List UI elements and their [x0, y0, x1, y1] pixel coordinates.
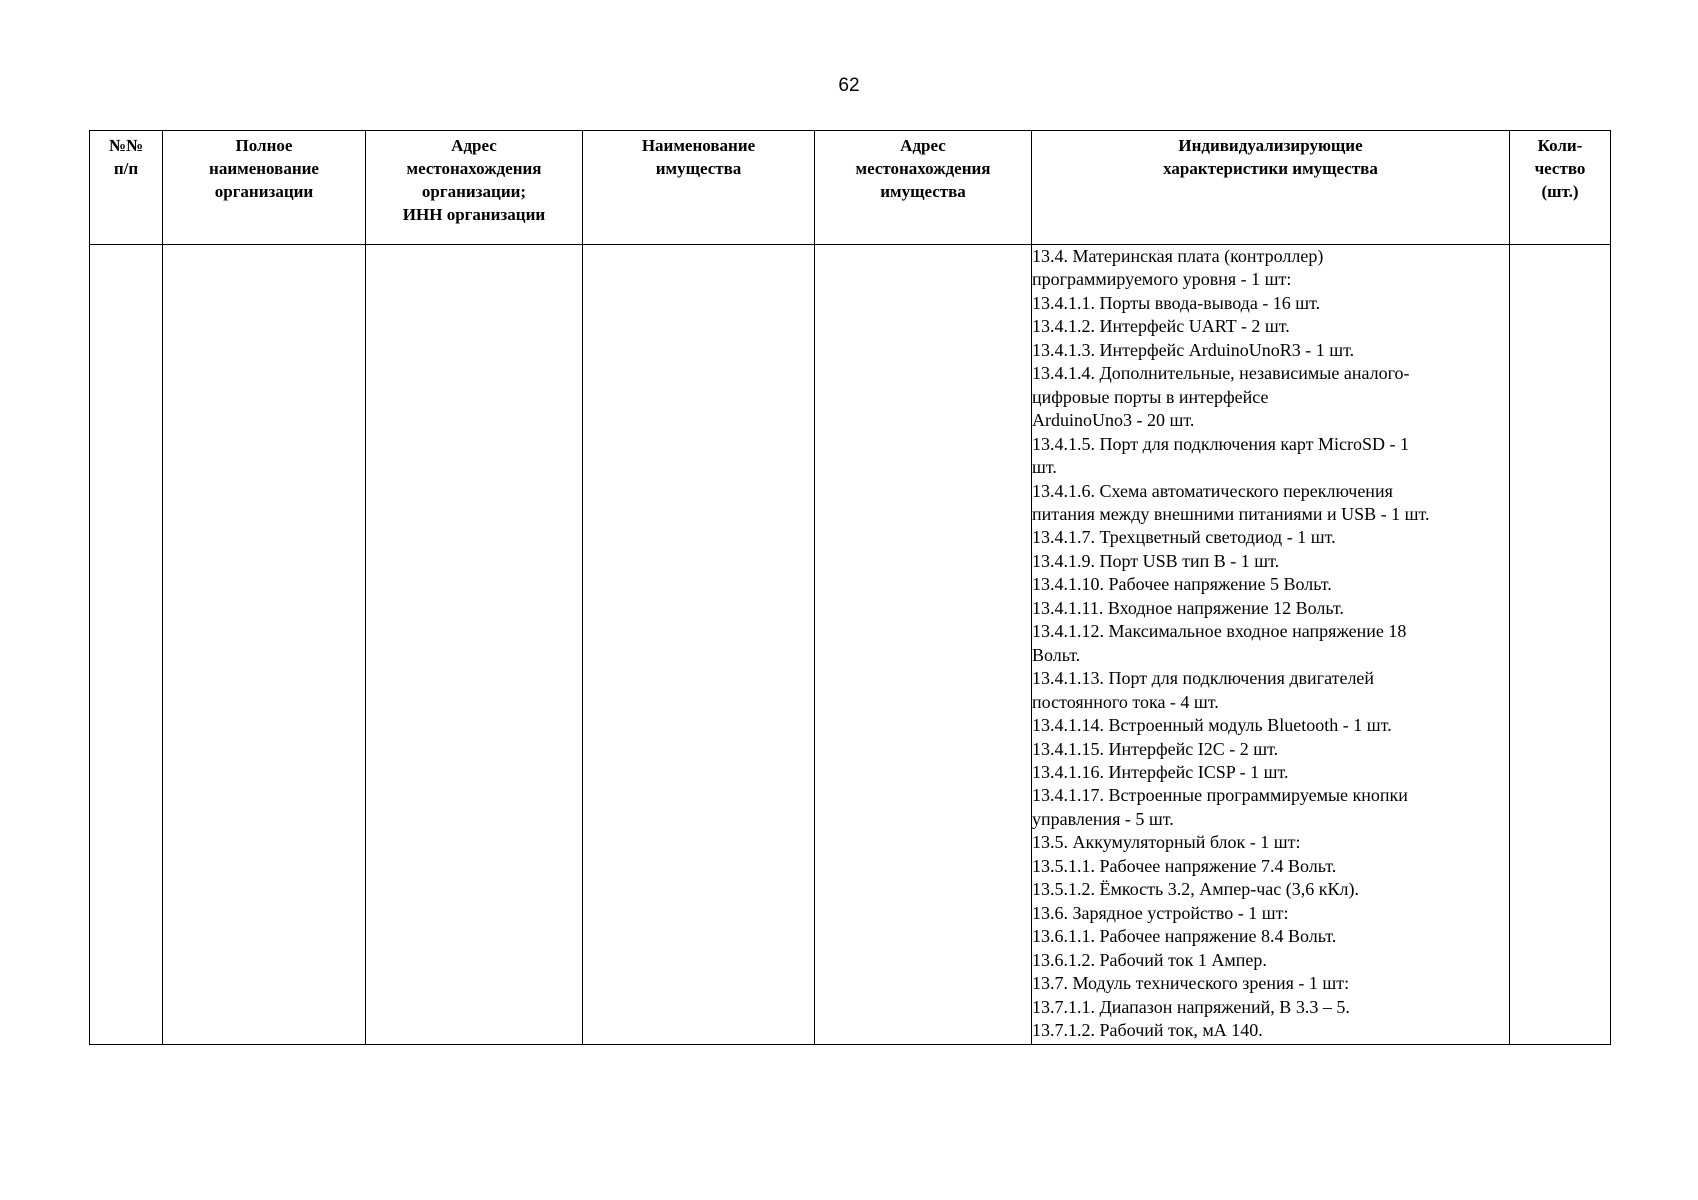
spec-line: 13.5. Аккумуляторный блок - 1 шт:	[1032, 832, 1301, 853]
spec-line: 13.4.1.5. Порт для подключения карт MicroSD - 1	[1032, 433, 1409, 454]
spec-line: 13.4.1.9. Порт USB тип B - 1 шт.	[1032, 550, 1280, 571]
header-line: организации	[214, 182, 314, 201]
header-line: имущества	[880, 182, 966, 201]
header-line: имущества	[655, 159, 742, 178]
spec-line: цифровые порты в интерфейсе	[1032, 386, 1269, 407]
spec-line: 13.4.1.11. Входное напряжение 12 Вольт.	[1032, 597, 1344, 618]
spec-line: 13.4.1.16. Интерфейс ICSP - 1 шт.	[1032, 761, 1289, 782]
spec-line: 13.6. Зарядное устройство - 1 шт:	[1032, 902, 1289, 923]
cell-property-name	[583, 245, 815, 1045]
spec-line: 13.6.1.2. Рабочий ток 1 Ампер.	[1032, 949, 1267, 970]
header-line: Индивидуализирующие	[1178, 136, 1363, 155]
spec-line: 13.4.1.3. Интерфейс ArduinoUnoR3 - 1 шт.	[1032, 339, 1355, 360]
cell-property-address	[815, 245, 1032, 1045]
header-line: №№	[108, 136, 144, 155]
header-org-name	[163, 131, 366, 245]
spec-line: 13.4.1.15. Интерфейс I2C - 2 шт.	[1032, 738, 1279, 759]
header-characteristics	[1032, 131, 1510, 245]
header-number	[90, 131, 163, 245]
spec-line: 13.4.1.4. Дополнительные, независимые аналого-	[1032, 363, 1410, 384]
spec-line: 13.7.1.2. Рабочий ток, мА 140.	[1032, 1019, 1263, 1040]
spec-line: питания между внешними питаниями и USB - 1 шт.	[1032, 503, 1430, 524]
header-line: организации;	[421, 182, 527, 201]
spec-line: 13.4.1.17. Встроенные программируемые кнопки	[1032, 785, 1408, 806]
spec-line: 13.4.1.2. Интерфейс UART - 2 шт.	[1032, 316, 1290, 337]
spec-line: управления - 5 шт.	[1032, 808, 1174, 829]
header-line: Адрес	[900, 136, 946, 155]
cell-number	[90, 245, 163, 1045]
header-property-address	[815, 131, 1032, 245]
header-org-address	[366, 131, 583, 245]
spec-line: 13.4.1.7. Трехцветный светодиод - 1 шт.	[1032, 527, 1336, 548]
spec-line: программируемого уровня - 1 шт:	[1032, 269, 1292, 290]
header-line: Наименование	[641, 136, 756, 155]
spec-line: шт.	[1032, 457, 1057, 478]
spec-line: постоянного тока - 4 шт.	[1032, 691, 1219, 712]
table-row	[90, 245, 1611, 1045]
header-line: наименование	[209, 159, 319, 178]
header-quantity	[1510, 131, 1611, 245]
spec-line: 13.4. Материнская плата (контроллер)	[1032, 246, 1324, 266]
page-number: 62	[838, 75, 860, 96]
header-line: ИНН организации	[402, 205, 546, 224]
header-line: местонахождения	[406, 159, 542, 178]
cell-quantity	[1510, 245, 1611, 1045]
header-line: Полное	[235, 136, 293, 155]
spec-line: 13.7. Модуль технического зрения - 1 шт:	[1032, 973, 1350, 994]
spec-line: 13.7.1.1. Диапазон напряжений, В 3.3 – 5.	[1032, 996, 1350, 1017]
spec-line: 13.6.1.1. Рабочее напряжение 8.4 Вольт.	[1032, 926, 1337, 947]
spec-line: 13.4.1.14. Встроенный модуль Bluetooth - 1 шт.	[1032, 715, 1392, 736]
spec-line: ArduinoUno3 - 20 шт.	[1032, 410, 1195, 431]
header-line: характеристики имущества	[1163, 159, 1378, 178]
spec-line: 13.4.1.13. Порт для подключения двигателей	[1032, 668, 1375, 689]
spec-line: 13.4.1.6. Схема автоматического переключения	[1032, 480, 1393, 501]
header-line: п/п	[113, 159, 139, 178]
cell-org-name	[163, 245, 366, 1045]
spec-line: 13.4.1.12. Максимальное входное напряжение 18	[1032, 621, 1407, 642]
spec-line: 13.5.1.1. Рабочее напряжение 7.4 Вольт.	[1032, 855, 1337, 876]
spec-line: Вольт.	[1032, 644, 1081, 665]
cell-org-address	[366, 245, 583, 1045]
spec-line: 13.4.1.1. Порты ввода-вывода - 16 шт.	[1032, 292, 1321, 313]
spec-line: 13.5.1.2. Ёмкость 3.2, Ампер-час (3,6 кКл).	[1032, 879, 1359, 900]
header-line: Адрес	[451, 136, 497, 155]
cell-characteristics	[1032, 245, 1510, 1045]
property-table	[89, 130, 1611, 1045]
spec-line: 13.4.1.10. Рабочее напряжение 5 Вольт.	[1032, 574, 1332, 595]
header-line: (шт.)	[1541, 182, 1579, 201]
header-line: чество	[1534, 159, 1586, 178]
header-line: Коли-	[1537, 136, 1583, 155]
header-property-name	[583, 131, 815, 245]
header-line: местонахождения	[855, 159, 991, 178]
table-header-row	[90, 131, 1611, 245]
